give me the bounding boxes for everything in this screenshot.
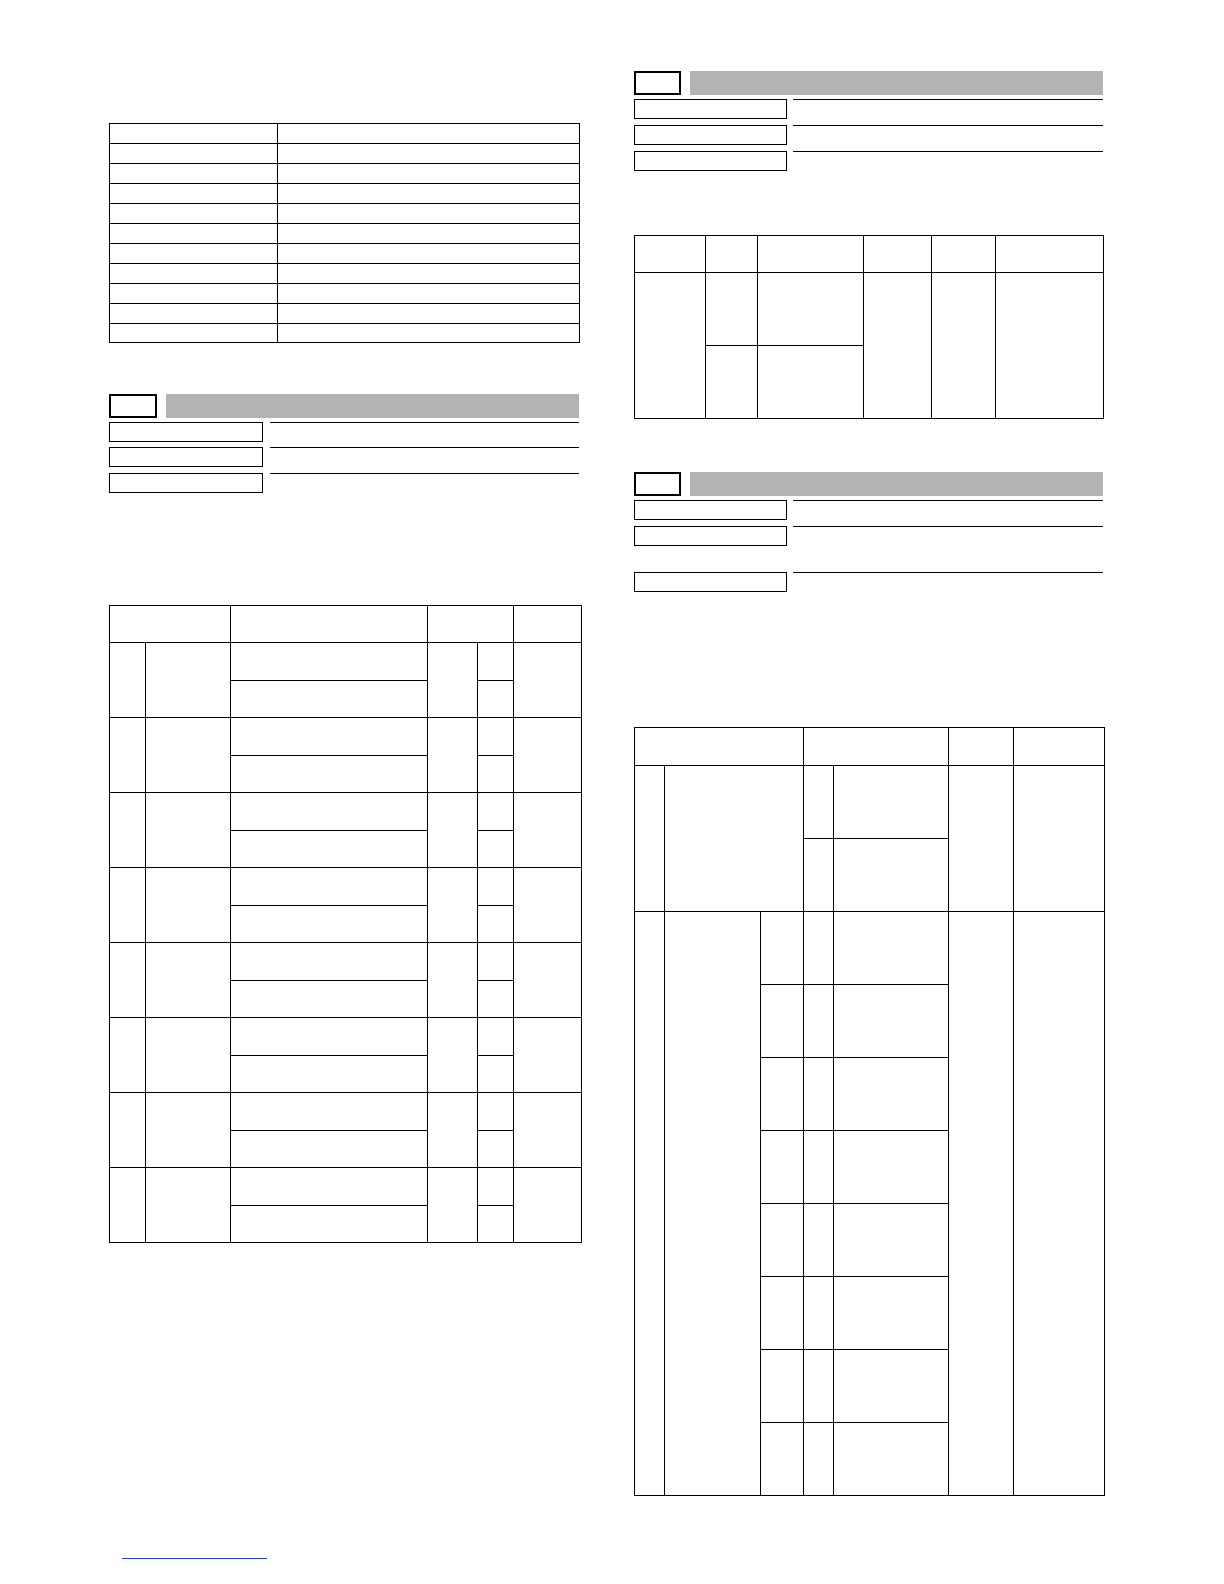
cell	[231, 1206, 428, 1243]
cell	[110, 793, 146, 868]
spec-value	[278, 224, 580, 244]
cell	[804, 839, 834, 912]
header-cell	[932, 236, 996, 273]
cell	[514, 643, 582, 718]
table-row	[110, 244, 580, 264]
table-row	[110, 1018, 582, 1056]
cell	[804, 1058, 834, 1131]
cell	[804, 1350, 834, 1423]
cell	[1014, 766, 1105, 912]
cell	[231, 1168, 428, 1206]
section-c-field-label-3	[634, 572, 787, 592]
section-a-code	[109, 394, 157, 418]
cell	[146, 1018, 231, 1093]
cell	[231, 1018, 428, 1056]
table-row	[110, 164, 580, 184]
cell	[932, 273, 996, 419]
cell	[428, 1093, 478, 1168]
spec-value	[278, 244, 580, 264]
cell	[834, 1423, 949, 1496]
section-c-field-rule-2	[793, 526, 1103, 527]
section-a-field-label-1	[109, 422, 263, 442]
cell	[804, 1204, 834, 1277]
cell	[665, 766, 804, 912]
table-row	[110, 324, 580, 343]
cell	[146, 1093, 231, 1168]
cell	[804, 766, 834, 839]
cell	[834, 766, 949, 839]
cell	[231, 1056, 428, 1093]
cell	[514, 1018, 582, 1093]
header-cell	[996, 236, 1104, 273]
table-row	[635, 912, 1105, 985]
table-row	[110, 718, 582, 756]
table-row	[110, 868, 582, 906]
spec-value	[278, 324, 580, 343]
spec-value	[278, 124, 580, 144]
cell	[478, 1168, 514, 1206]
cell	[478, 1131, 514, 1168]
section-b-field-label-3	[634, 151, 787, 171]
section-c-code	[634, 472, 681, 496]
section-b-field-rule-1	[793, 99, 1103, 100]
table-header-row	[635, 236, 1104, 273]
cell	[110, 1018, 146, 1093]
table-header-row	[110, 606, 582, 643]
table-row	[635, 766, 1105, 839]
section-b-code	[634, 71, 681, 95]
cell	[231, 681, 428, 718]
spec-label	[110, 164, 278, 184]
cell	[996, 273, 1104, 419]
cell	[231, 981, 428, 1018]
section-b-field-label-1	[634, 99, 787, 119]
spec-label	[110, 264, 278, 284]
cell	[478, 981, 514, 1018]
header-cell	[428, 606, 514, 643]
header-cell	[804, 728, 949, 766]
section-c-field-rule-1	[793, 500, 1103, 501]
section-a-field-label-2	[109, 447, 263, 467]
cell	[758, 273, 864, 346]
spec-value	[278, 284, 580, 304]
cell	[834, 1277, 949, 1350]
cell	[428, 943, 478, 1018]
cell	[804, 1277, 834, 1350]
spec-label	[110, 204, 278, 224]
cell	[428, 1168, 478, 1243]
cell	[761, 1350, 804, 1423]
cell	[514, 868, 582, 943]
cell	[146, 868, 231, 943]
cell	[834, 1058, 949, 1131]
spec-label	[110, 244, 278, 264]
cell	[834, 1204, 949, 1277]
cell	[428, 718, 478, 793]
cell	[864, 273, 932, 419]
table-row	[110, 643, 582, 681]
cell	[761, 912, 804, 985]
spec-label	[110, 324, 278, 343]
section-c-table	[634, 727, 1105, 1496]
section-b-table	[634, 235, 1104, 419]
spec-value	[278, 184, 580, 204]
table-row	[635, 273, 1104, 346]
cell	[834, 839, 949, 912]
cell	[478, 943, 514, 981]
spec-table	[109, 123, 580, 343]
header-cell	[706, 236, 758, 273]
header-cell	[949, 728, 1014, 766]
cell	[146, 793, 231, 868]
header-cell	[1014, 728, 1105, 766]
cell	[478, 793, 514, 831]
cell	[665, 912, 761, 1496]
cell	[1014, 912, 1105, 1496]
cell	[834, 1350, 949, 1423]
cell	[761, 1204, 804, 1277]
cell	[761, 1277, 804, 1350]
cell	[635, 273, 706, 419]
cell	[761, 1058, 804, 1131]
cell	[514, 793, 582, 868]
cell	[478, 1018, 514, 1056]
table-row	[110, 224, 580, 244]
cell	[706, 273, 758, 346]
cell	[706, 346, 758, 419]
cell	[804, 1423, 834, 1496]
header-cell	[231, 606, 428, 643]
table-row	[110, 284, 580, 304]
section-a-field-rule-3	[270, 473, 579, 474]
table-row	[110, 204, 580, 224]
cell	[804, 1131, 834, 1204]
section-c-field-label-2	[634, 526, 787, 546]
cell	[231, 1131, 428, 1168]
cell	[146, 1168, 231, 1243]
cell	[478, 1093, 514, 1131]
cell	[146, 943, 231, 1018]
cell	[761, 1423, 804, 1496]
header-cell	[635, 236, 706, 273]
cell	[635, 766, 665, 912]
table-row	[110, 793, 582, 831]
cell	[635, 912, 665, 1496]
spec-label	[110, 304, 278, 324]
cell	[146, 643, 231, 718]
section-a-field-label-3	[109, 473, 263, 493]
header-cell	[635, 728, 804, 766]
cell	[478, 906, 514, 943]
cell	[804, 985, 834, 1058]
cell	[478, 756, 514, 793]
table-row	[110, 304, 580, 324]
spec-label	[110, 124, 278, 144]
cell	[231, 831, 428, 868]
table-row	[110, 1093, 582, 1131]
cell	[231, 756, 428, 793]
cell	[231, 943, 428, 981]
cell	[231, 906, 428, 943]
cell	[758, 346, 864, 419]
cell	[478, 718, 514, 756]
cell	[428, 643, 478, 718]
table-row	[110, 264, 580, 284]
cell	[478, 1206, 514, 1243]
spec-value	[278, 304, 580, 324]
table-row	[110, 184, 580, 204]
cell	[834, 1131, 949, 1204]
spec-value	[278, 264, 580, 284]
header-cell	[514, 606, 582, 643]
cell	[761, 985, 804, 1058]
table-row	[110, 943, 582, 981]
spec-value	[278, 204, 580, 224]
section-b-field-rule-2	[793, 125, 1103, 126]
cell	[478, 1056, 514, 1093]
section-a-title-bar	[166, 394, 579, 418]
cell	[514, 1168, 582, 1243]
spec-label	[110, 224, 278, 244]
cell	[110, 718, 146, 793]
cell	[478, 643, 514, 681]
cell	[231, 643, 428, 681]
spec-value	[278, 144, 580, 164]
spec-label	[110, 184, 278, 204]
section-c-field-rule-3	[793, 572, 1103, 573]
header-cell	[758, 236, 864, 273]
cell	[110, 1168, 146, 1243]
footer-link[interactable]	[122, 1558, 267, 1559]
cell	[478, 868, 514, 906]
section-a-field-rule-1	[270, 422, 579, 423]
cell	[231, 868, 428, 906]
cell	[428, 1018, 478, 1093]
spec-value	[278, 164, 580, 184]
spec-label	[110, 144, 278, 164]
cell	[949, 766, 1014, 912]
cell	[110, 943, 146, 1018]
section-b-title-bar	[690, 71, 1103, 95]
cell	[514, 943, 582, 1018]
cell	[231, 718, 428, 756]
cell	[478, 681, 514, 718]
cell	[231, 1093, 428, 1131]
section-a-table	[109, 605, 582, 1243]
table-row	[110, 144, 580, 164]
cell	[231, 793, 428, 831]
table-row	[110, 1168, 582, 1206]
cell	[110, 643, 146, 718]
section-c-title-bar	[690, 472, 1103, 496]
section-c-field-label-1	[634, 500, 787, 520]
cell	[478, 831, 514, 868]
cell	[110, 868, 146, 943]
section-b-field-label-2	[634, 125, 787, 145]
cell	[146, 718, 231, 793]
cell	[110, 1093, 146, 1168]
header-cell	[864, 236, 932, 273]
cell	[428, 793, 478, 868]
cell	[949, 912, 1014, 1496]
section-b-field-rule-3	[793, 151, 1103, 152]
header-cell	[110, 606, 231, 643]
section-a-field-rule-2	[270, 447, 579, 448]
cell	[428, 868, 478, 943]
cell	[834, 912, 949, 985]
table-header-row	[635, 728, 1105, 766]
cell	[834, 985, 949, 1058]
cell	[514, 1093, 582, 1168]
spec-label	[110, 284, 278, 304]
cell	[514, 718, 582, 793]
table-row	[110, 124, 580, 144]
cell	[761, 1131, 804, 1204]
cell	[804, 912, 834, 985]
